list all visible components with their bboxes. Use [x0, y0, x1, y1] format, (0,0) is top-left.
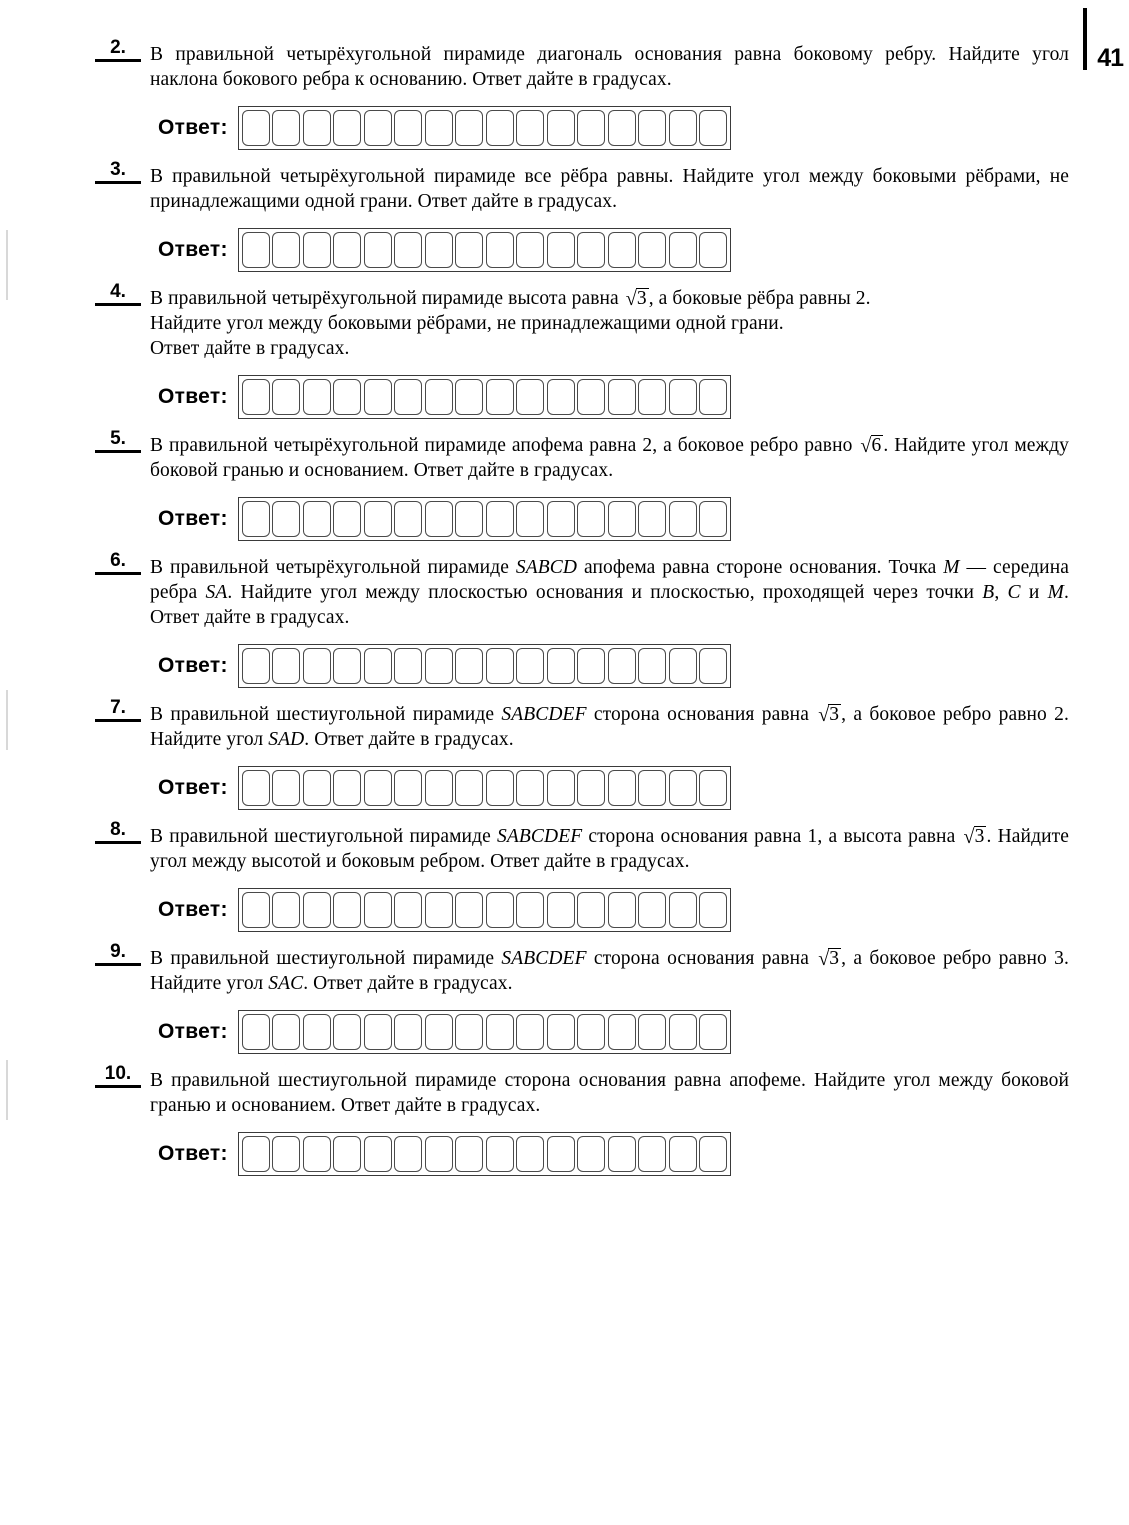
answer-cell[interactable] [303, 770, 331, 806]
answer-cell[interactable] [516, 110, 544, 146]
task-statement: В правильной четырёхугольной пирамиде апофема равна 2, а боковое ребро равно √6 . Найдите угол между боковой гранью и основанием. Ответ дайте в градусах. [150, 435, 1069, 481]
answer-cells[interactable] [238, 1010, 732, 1054]
answer-cell[interactable] [486, 770, 514, 806]
answer-cell[interactable] [242, 1136, 270, 1172]
answer-cell[interactable] [608, 1014, 636, 1050]
task-number: 4. [95, 282, 141, 306]
task-number-underline [95, 572, 141, 575]
answer-row [150, 1132, 1069, 1176]
answer-cell[interactable] [272, 770, 300, 806]
task-number: 10. [95, 1064, 141, 1088]
task-statement: В правильной шестиугольной пирамиде сторона основания равна апофеме. Найдите угол между боковой гранью и основанием. Ответ дайте в градусах. [150, 1070, 1069, 1116]
answer-cell[interactable] [455, 232, 483, 268]
task-item [0, 428, 1129, 541]
answer-cell[interactable] [272, 501, 300, 537]
answer-cell[interactable] [577, 648, 605, 684]
answer-cell[interactable] [242, 110, 270, 146]
task-number: 9. [95, 942, 141, 966]
answer-cell[interactable] [638, 770, 666, 806]
task-number: 6. [95, 551, 141, 575]
answer-cell[interactable] [242, 379, 270, 415]
answer-cell[interactable] [333, 501, 361, 537]
answer-cell[interactable] [303, 379, 331, 415]
answer-cell[interactable] [364, 770, 392, 806]
answer-cell[interactable] [242, 232, 270, 268]
answer-cells[interactable] [238, 766, 732, 810]
answer-cell[interactable] [608, 379, 636, 415]
answer-cell[interactable] [364, 892, 392, 928]
answer-cells[interactable] [238, 375, 732, 419]
answer-cell[interactable] [669, 1136, 697, 1172]
answer-cell[interactable] [608, 770, 636, 806]
answer-cell[interactable] [333, 110, 361, 146]
answer-cell[interactable] [577, 1136, 605, 1172]
answer-cells[interactable] [238, 1132, 732, 1176]
task-statement: В правильной четырёхугольной пирамиде высота равна √3 , а боковые рёбра равны 2. Найдите угол между боковыми рёбрами, не принадлежащими одной грани. Ответ дайте в градусах. [150, 288, 871, 359]
answer-cell[interactable] [333, 1136, 361, 1172]
task-statement: В правильной шестиугольной пирамиде SABCDEF сторона основания равна √3 , а боковое ребро равно 2. Найдите угол SAD. Ответ дайте в градусах. [150, 704, 1069, 750]
answer-cell[interactable] [455, 1136, 483, 1172]
task-number: 8. [95, 820, 141, 844]
answer-cell[interactable] [638, 232, 666, 268]
answer-cell[interactable] [608, 232, 636, 268]
answer-cell[interactable] [303, 501, 331, 537]
answer-row [150, 375, 1069, 419]
answer-cell[interactable] [425, 379, 453, 415]
answer-row [150, 1010, 1069, 1054]
answer-cell[interactable] [394, 232, 422, 268]
answer-cell[interactable] [669, 110, 697, 146]
task-number-underline [95, 59, 141, 62]
answer-cell[interactable] [303, 1136, 331, 1172]
answer-cell[interactable] [272, 1136, 300, 1172]
answer-cell[interactable] [486, 379, 514, 415]
answer-cell[interactable] [425, 1136, 453, 1172]
answer-row [150, 888, 1069, 932]
answer-label: Ответ: [158, 1020, 228, 1043]
answer-cell[interactable] [425, 892, 453, 928]
answer-cell[interactable] [272, 648, 300, 684]
answer-cell[interactable] [547, 648, 575, 684]
answer-label: Ответ: [158, 116, 228, 139]
answer-cell[interactable] [303, 648, 331, 684]
answer-cell[interactable] [699, 232, 727, 268]
answer-cell[interactable] [364, 648, 392, 684]
answer-row [150, 497, 1069, 541]
task-number: 2. [95, 38, 141, 62]
task-number-underline [95, 841, 141, 844]
answer-cell[interactable] [455, 379, 483, 415]
task-number-underline [95, 1085, 141, 1088]
answer-row [150, 766, 1069, 810]
answer-cell[interactable] [272, 379, 300, 415]
answer-cell[interactable] [669, 648, 697, 684]
task-number-underline [95, 963, 141, 966]
answer-cell[interactable] [333, 1014, 361, 1050]
answer-cell[interactable] [669, 379, 697, 415]
answer-cells[interactable] [238, 106, 732, 150]
answer-cell[interactable] [577, 770, 605, 806]
answer-cell[interactable] [486, 110, 514, 146]
task-number: 3. [95, 160, 141, 184]
answer-cell[interactable] [516, 892, 544, 928]
answer-cell[interactable] [486, 648, 514, 684]
answer-cell[interactable] [669, 232, 697, 268]
answer-cell[interactable] [455, 648, 483, 684]
answer-cell[interactable] [638, 892, 666, 928]
answer-cell[interactable] [272, 232, 300, 268]
task-item [0, 159, 1129, 272]
answer-cell[interactable] [638, 1014, 666, 1050]
answer-cell[interactable] [425, 110, 453, 146]
answer-cell[interactable] [394, 110, 422, 146]
answer-cell[interactable] [394, 1014, 422, 1050]
answer-cell[interactable] [547, 501, 575, 537]
answer-cell[interactable] [577, 110, 605, 146]
answer-cell[interactable] [425, 232, 453, 268]
answer-label: Ответ: [158, 898, 228, 921]
answer-cell[interactable] [486, 1014, 514, 1050]
answer-cell[interactable] [699, 110, 727, 146]
answer-cell[interactable] [425, 1014, 453, 1050]
answer-cell[interactable] [608, 501, 636, 537]
task-number-underline [95, 450, 141, 453]
answer-cell[interactable] [303, 110, 331, 146]
answer-cell[interactable] [516, 501, 544, 537]
answer-cell[interactable] [486, 501, 514, 537]
answer-cell[interactable] [577, 501, 605, 537]
answer-cell[interactable] [577, 232, 605, 268]
answer-cell[interactable] [333, 648, 361, 684]
task-number: 7. [95, 698, 141, 722]
task-statement: В правильной четырёхугольной пирамиде SABCD апофема равна стороне основания. Точка M — середина ребра SA. Найдите угол между плоскостью основания и плоскостью, проходящей через точки B, C и M. Ответ дайте в градусах. [150, 557, 1069, 628]
answer-cell[interactable] [425, 770, 453, 806]
answer-cell[interactable] [516, 648, 544, 684]
answer-cell[interactable] [638, 379, 666, 415]
answer-cell[interactable] [394, 648, 422, 684]
answer-cell[interactable] [425, 501, 453, 537]
answer-cell[interactable] [455, 501, 483, 537]
answer-cell[interactable] [455, 892, 483, 928]
answer-cell[interactable] [669, 892, 697, 928]
answer-cell[interactable] [608, 1136, 636, 1172]
answer-cell[interactable] [516, 770, 544, 806]
answer-cell[interactable] [455, 110, 483, 146]
task-number-underline [95, 181, 141, 184]
task-statement: В правильной четырёхугольной пирамиде диагональ основания равна боковому ребру. Найдите угол наклона бокового ребра к основанию. Ответ дайте в градусах. [150, 44, 1069, 90]
answer-cell[interactable] [242, 770, 270, 806]
answer-label: Ответ: [158, 385, 228, 408]
answer-cell[interactable] [394, 892, 422, 928]
answer-cell[interactable] [577, 892, 605, 928]
task-item [0, 550, 1129, 688]
answer-cell[interactable] [547, 110, 575, 146]
answer-cell[interactable] [333, 379, 361, 415]
answer-cell[interactable] [669, 770, 697, 806]
answer-cells[interactable] [238, 644, 732, 688]
answer-cell[interactable] [303, 232, 331, 268]
answer-cell[interactable] [638, 648, 666, 684]
answer-cell[interactable] [638, 1136, 666, 1172]
answer-cell[interactable] [425, 648, 453, 684]
answer-label: Ответ: [158, 654, 228, 677]
task-item [0, 941, 1129, 1054]
task-statement: В правильной четырёхугольной пирамиде все рёбра равны. Найдите угол между боковыми рёбрами, не принадлежащими одной грани. Ответ дайте в градусах. [150, 166, 1069, 212]
answer-cell[interactable] [272, 110, 300, 146]
answer-cell[interactable] [608, 110, 636, 146]
task-number-underline [95, 719, 141, 722]
answer-cell[interactable] [699, 770, 727, 806]
task-item [0, 819, 1129, 932]
answer-cell[interactable] [547, 1014, 575, 1050]
task-item [0, 37, 1129, 150]
answer-cell[interactable] [303, 892, 331, 928]
answer-cell[interactable] [272, 1014, 300, 1050]
answer-cell[interactable] [669, 501, 697, 537]
task-number-underline [95, 303, 141, 306]
answer-cell[interactable] [394, 501, 422, 537]
answer-cell[interactable] [455, 1014, 483, 1050]
answer-cell[interactable] [364, 1014, 392, 1050]
task-item [0, 281, 1129, 419]
answer-row [150, 106, 1069, 150]
answer-cell[interactable] [272, 892, 300, 928]
answer-label: Ответ: [158, 776, 228, 799]
answer-cell[interactable] [516, 1136, 544, 1172]
task-statement: В правильной шестиугольной пирамиде SABCDEF сторона основания равна √3 , а боковое ребро равно 3. Найдите угол SAC. Ответ дайте в градусах. [150, 948, 1069, 994]
page-number: 41 [1097, 44, 1123, 72]
answer-cell[interactable] [333, 232, 361, 268]
answer-cell[interactable] [333, 770, 361, 806]
answer-cell[interactable] [516, 1014, 544, 1050]
answer-cell[interactable] [669, 1014, 697, 1050]
answer-cell[interactable] [577, 1014, 605, 1050]
answer-cell[interactable] [364, 232, 392, 268]
answer-cells[interactable] [238, 497, 732, 541]
answer-cell[interactable] [394, 1136, 422, 1172]
answer-cell[interactable] [547, 892, 575, 928]
answer-cell[interactable] [364, 379, 392, 415]
task-item [0, 697, 1129, 810]
answer-cell[interactable] [364, 501, 392, 537]
answer-cell[interactable] [333, 892, 361, 928]
answer-cells[interactable] [238, 888, 732, 932]
answer-cell[interactable] [516, 232, 544, 268]
task-statement: В правильной шестиугольной пирамиде SABCDEF сторона основания равна 1, а высота равна √3 . Найдите угол между высотой и боковым ребром. Ответ дайте в градусах. [150, 826, 1069, 872]
task-number: 5. [95, 429, 141, 453]
answer-label: Ответ: [158, 507, 228, 530]
answer-cell[interactable] [516, 379, 544, 415]
answer-cell[interactable] [547, 232, 575, 268]
answer-cell[interactable] [242, 501, 270, 537]
answer-cell[interactable] [608, 892, 636, 928]
answer-cell[interactable] [242, 1014, 270, 1050]
answer-cell[interactable] [547, 1136, 575, 1172]
answer-label: Ответ: [158, 238, 228, 261]
answer-cell[interactable] [699, 892, 727, 928]
answer-cell[interactable] [547, 770, 575, 806]
answer-cell[interactable] [699, 501, 727, 537]
answer-cell[interactable] [547, 379, 575, 415]
answer-cell[interactable] [394, 379, 422, 415]
answer-cell[interactable] [394, 770, 422, 806]
answer-cell[interactable] [242, 648, 270, 684]
answer-cell[interactable] [699, 648, 727, 684]
answer-cells[interactable] [238, 228, 732, 272]
answer-cell[interactable] [699, 1136, 727, 1172]
answer-cell[interactable] [638, 501, 666, 537]
answer-row [150, 228, 1069, 272]
answer-label: Ответ: [158, 1142, 228, 1165]
answer-cell[interactable] [486, 232, 514, 268]
answer-cell[interactable] [638, 110, 666, 146]
task-item [0, 1063, 1129, 1176]
answer-cell[interactable] [242, 892, 270, 928]
answer-cell[interactable] [364, 1136, 392, 1172]
answer-cell[interactable] [699, 1014, 727, 1050]
answer-cell[interactable] [486, 892, 514, 928]
answer-cell[interactable] [699, 379, 727, 415]
answer-cell[interactable] [577, 379, 605, 415]
answer-row [150, 644, 1069, 688]
answer-cell[interactable] [364, 110, 392, 146]
answer-cell[interactable] [455, 770, 483, 806]
answer-cell[interactable] [303, 1014, 331, 1050]
answer-cell[interactable] [486, 1136, 514, 1172]
answer-cell[interactable] [608, 648, 636, 684]
